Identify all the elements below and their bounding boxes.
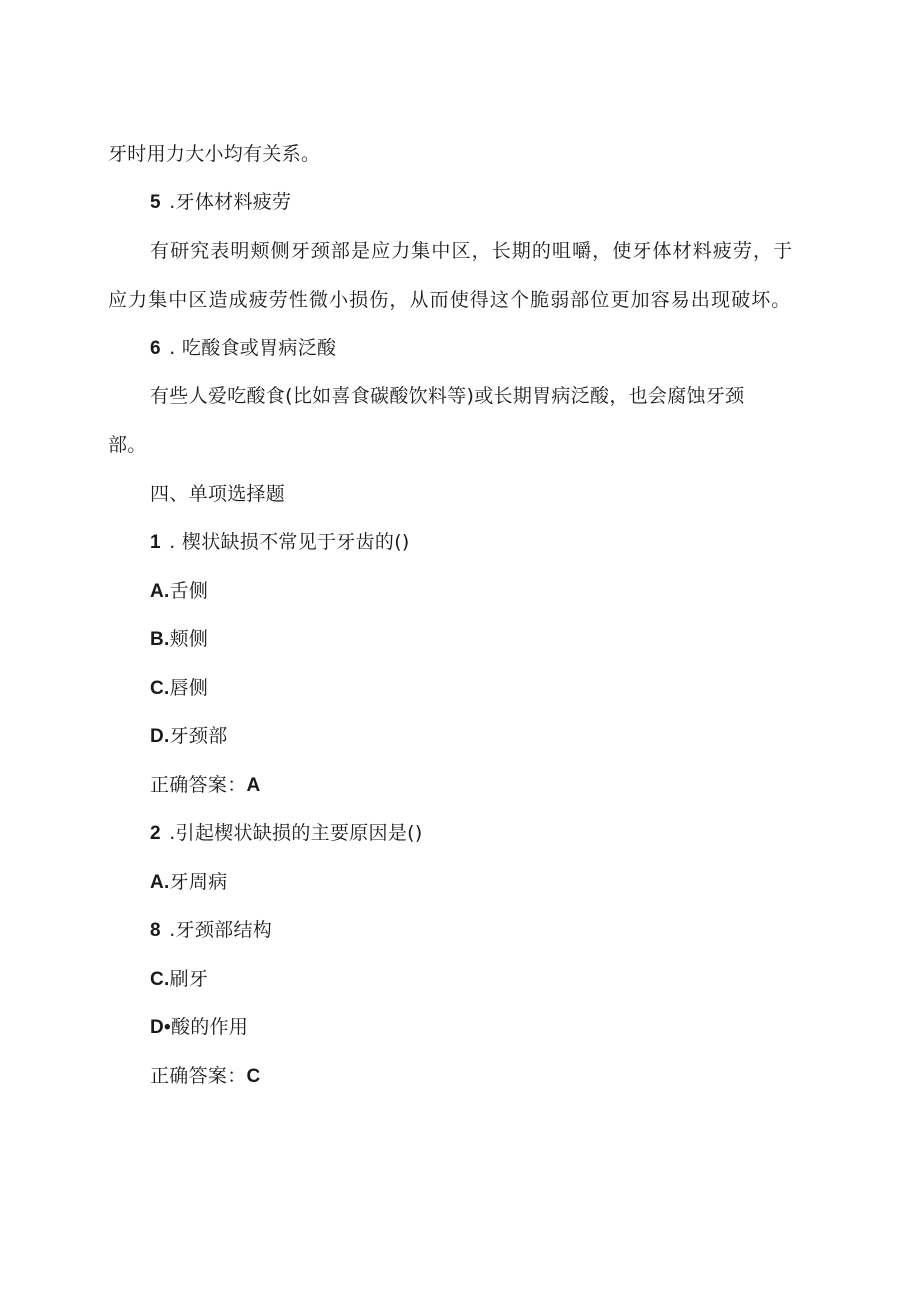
subheading-5: 5 .牙体材料疲劳 bbox=[150, 191, 292, 213]
option-a: A.舌侧 bbox=[150, 580, 209, 602]
option-a: A.牙周病 bbox=[150, 871, 228, 893]
option-b: B.颊侧 bbox=[150, 628, 209, 650]
paragraph-line: 部。 bbox=[108, 434, 147, 456]
option-c: C.唇侧 bbox=[150, 677, 209, 699]
answer-1: 正确答案：A bbox=[150, 774, 261, 796]
paragraph-line: 牙时用力大小均有关系。 bbox=[108, 143, 321, 165]
option-d: D•酸的作用 bbox=[150, 1016, 249, 1038]
section-heading: 四、单项选择题 bbox=[150, 483, 286, 505]
question-1: 1 . 楔状缺损不常见于牙齿的() bbox=[150, 531, 410, 553]
option-d: D.牙颈部 bbox=[150, 725, 228, 747]
paragraph-line: 有些人爱吃酸食(比如喜食碳酸饮料等)或长期胃病泛酸，也会腐蚀牙颈 bbox=[150, 385, 745, 407]
answer-2: 正确答案：C bbox=[150, 1065, 261, 1087]
subheading-6: 6 . 吃酸食或胃病泛酸 bbox=[150, 337, 337, 359]
option-b: 8 .牙颈部结构 bbox=[150, 919, 273, 941]
option-c: C.刷牙 bbox=[150, 968, 209, 990]
paragraph-line: 有研究表明颊侧牙颈部是应力集中区，长期的咀嚼，使牙体材料疲劳，于 bbox=[150, 240, 794, 262]
paragraph-line: 应力集中区造成疲劳性微小损伤，从而使得这个脆弱部位更加容易出现破坏。 bbox=[108, 289, 792, 311]
question-2: 2 .引起楔状缺损的主要原因是() bbox=[150, 822, 423, 844]
